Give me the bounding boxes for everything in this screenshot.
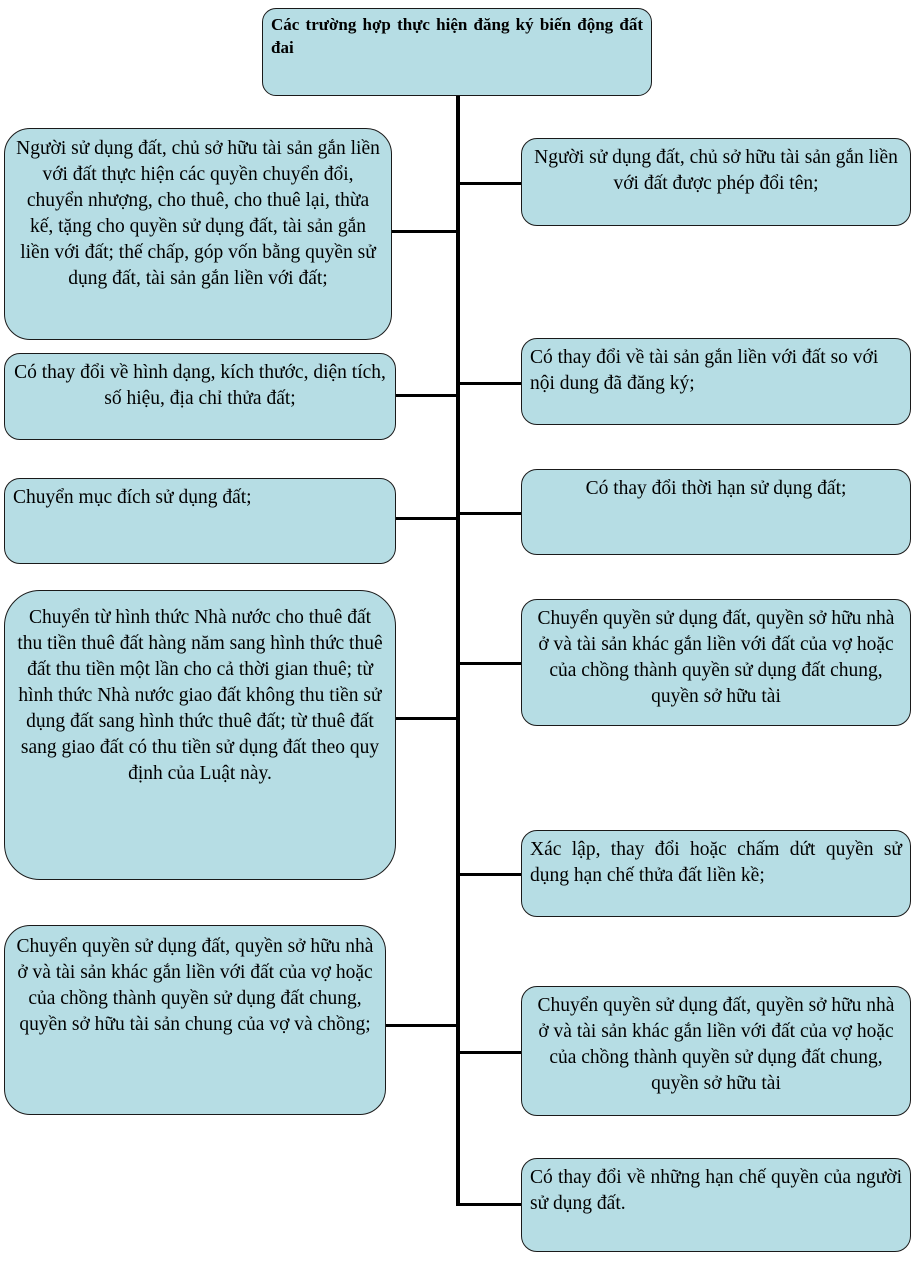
right-box-1: Người sử dụng đất, chủ sở hữu tài sản gắn liền với đất được phép đổi tên; (521, 138, 911, 226)
right-box-5: Xác lập, thay đổi hoặc chấm dứt quyền sử dụng hạn chế thửa đất liền kề; (521, 830, 911, 917)
connector-right-6 (458, 1051, 522, 1054)
connector-right-4 (458, 662, 522, 665)
right-box-7: Có thay đổi về những hạn chế quyền của người sử dụng đất. (521, 1158, 911, 1252)
right-box-2: Có thay đổi về tài sản gắn liền với đất so với nội dung đã đăng ký; (521, 338, 911, 425)
connector-right-1 (458, 182, 522, 185)
connector-right-7 (458, 1203, 522, 1206)
left-box-1: Người sử dụng đất, chủ sở hữu tài sản gắn liền với đất thực hiện các quyền chuyển đổi, chuyển nhượng, cho thuê, cho thuê lại, thừa kế, tặng cho quyền sử dụng đất, tài sản gắn liền với đất; thế chấp, góp vốn bằng quyền sử dụng đất, tài sản gắn liền với đất; (4, 128, 392, 340)
connector-right-2 (458, 382, 522, 385)
right-box-4: Chuyển quyền sử dụng đất, quyền sở hữu nhà ở và tài sản khác gắn liền với đất của vợ hoặc của chồng thành quyền sử dụng đất chung, quyền sở hữu tài (521, 599, 911, 726)
connector-left-1 (390, 230, 458, 233)
left-box-4: Chuyển từ hình thức Nhà nước cho thuê đất thu tiền thuê đất hàng năm sang hình thức thuê đất thu tiền một lần cho cả thời gian thuê; từ hình thức Nhà nước giao đất không thu tiền sử dụng đất sang hình thức thuê đất; từ thuê đất sang giao đất có thu tiền sử dụng đất theo quy định của Luật này. (4, 590, 396, 880)
title-box: Các trường hợp thực hiện đăng ký biến động đất đai (262, 8, 652, 96)
right-box-3: Có thay đổi thời hạn sử dụng đất; (521, 469, 911, 555)
connector-left-4 (393, 717, 458, 720)
trunk-line (456, 95, 460, 1206)
left-box-2: Có thay đổi về hình dạng, kích thước, diện tích, số hiệu, địa chỉ thửa đất; (4, 353, 396, 440)
left-box-5: Chuyển quyền sử dụng đất, quyền sở hữu nhà ở và tài sản khác gắn liền với đất của vợ hoặc của chồng thành quyền sử dụng đất chung, quyền sở hữu tài sản chung của vợ và chồng; (4, 925, 386, 1115)
connector-left-2 (393, 394, 458, 397)
connector-right-5 (458, 873, 522, 876)
right-box-6: Chuyển quyền sử dụng đất, quyền sở hữu nhà ở và tài sản khác gắn liền với đất của vợ hoặc của chồng thành quyền sử dụng đất chung, quyền sở hữu tài (521, 986, 911, 1116)
left-box-3: Chuyển mục đích sử dụng đất; (4, 478, 396, 564)
connector-left-3 (393, 517, 458, 520)
connector-left-5 (383, 1024, 458, 1027)
connector-right-3 (458, 512, 522, 515)
